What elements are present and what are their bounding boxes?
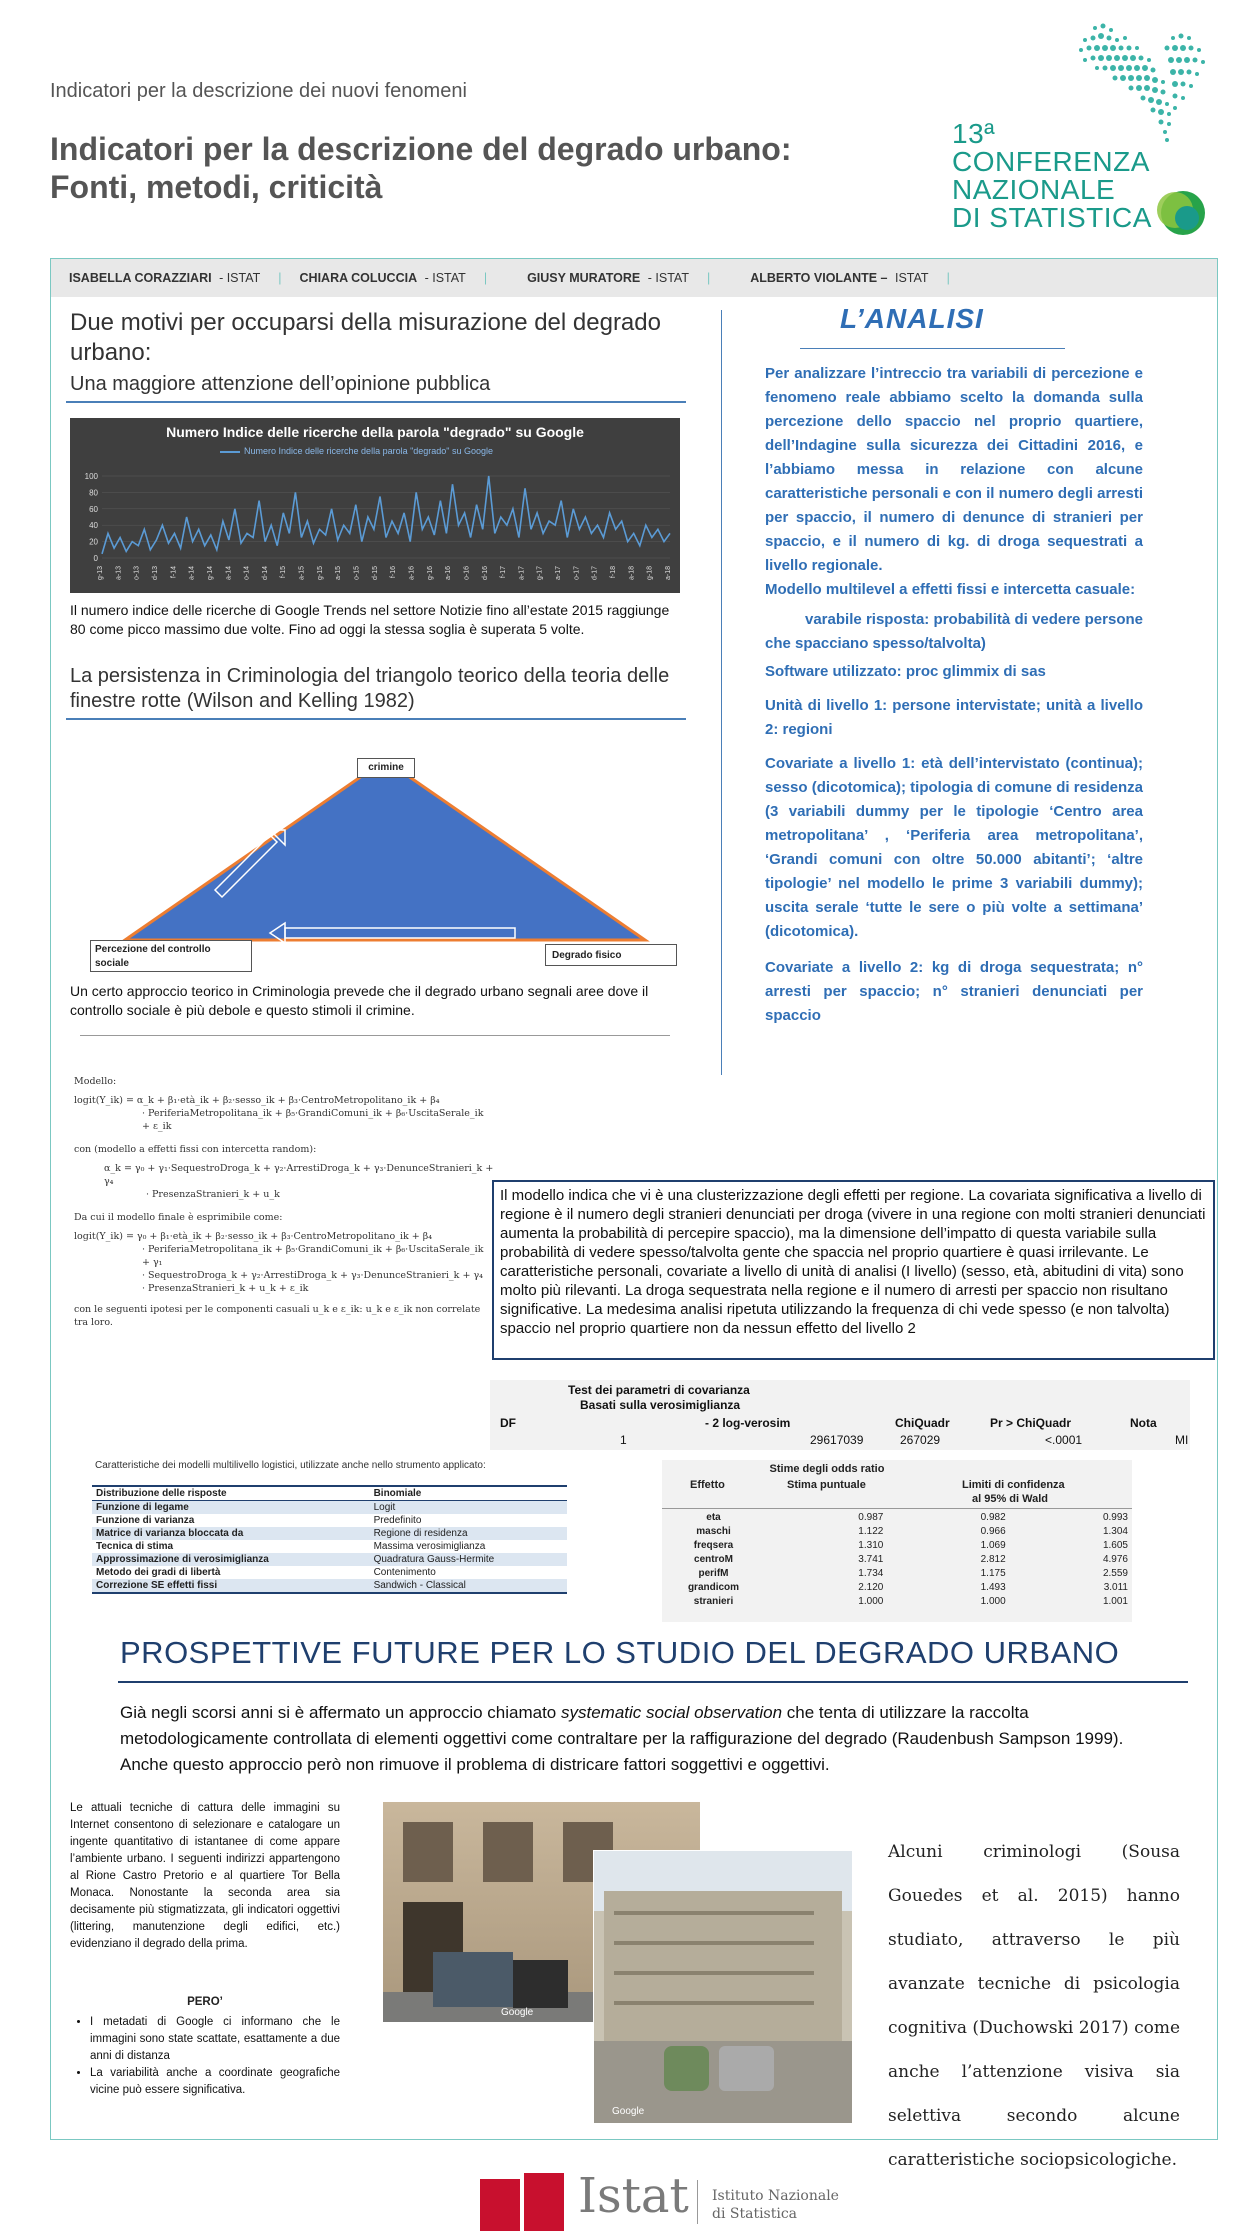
table-row: grandicom 2.120 1.493 3.011 [687,1581,1128,1593]
table-row: Metodo dei gradi di libertà Contenimento [96,1567,436,1578]
table-row: Funzione di varianza Predefinito [96,1515,422,1526]
chart-legend: Numero Indice delle ricerche della parola "degrado" su Google [220,446,493,456]
x-tick-label: g-15 [316,566,324,581]
analisi-title: L’ANALISI [840,303,984,334]
istat-name: Istituto Nazionale di Statistica [712,2188,839,2222]
future-left-text: Le attuali tecniche di cattura delle immagini su Internet consentono di selezionare e catalogare un ingente quantitativo di istantanee di come appare l’ambiente urbano. I seguenti indirizzi appartengono al Rione Castro Pretorio e al quartiere Tor Bella Monaca. Nonostante la seconda area sia decisamente più stigmatizzata, gli indicatori oggettivi (littering, manutenzione degli edifici, etc.) evidenziano il degrado della prima. [70,1802,340,1950]
x-tick-label: a-15 [298,566,306,581]
x-tick-label: a-17 [555,566,563,581]
x-tick-label: f-15 [280,566,288,579]
table-row: Tecnica di stima Massima verosimiglianza [96,1541,486,1552]
x-tick-label: d-17 [591,566,599,581]
future-intro: Già negli scorsi anni si è affermato un approccio chiamato systematic social observation che tenta di utilizzare la raccolta metodologicamente controllata di elementi oggettivi come contraltare per la raffigurazione del degrado (Raudenbush Sampson 1999). Anche questo approccio però non rimuove il problema di districare fattori soggettivi e oggettivi. [120,1703,1124,1774]
istat-brand: Istat [578,2168,689,2224]
analisi-body: Per analizzare l’intreccio tra variabili di percezione e fenomeno reale abbiamo scelto la domanda sulla percezione dello spaccio nel proprio quartiere, dell’Indagine sulla sicurezza dei Cittadini 2016, e l’abbiamo messa in relazione con alcune caratteristiche personali e con il numero degli arresti per spaccio, il numero di denunce di stranieri per spaccio, e il numero di kg. di droga sequestrati a livello regionale. Modello multilevel a effetti fissi e intercetta casuale: varabile risposta: probabilità di vedere persone che spacciano spesso/talvolta) Software utilizzato: proc glimmix di sas Unità di livello 1: persone intervistate; unità a livello 2: regioni Covariate a livello 1: età dell’intervistato (continua); sesso (dicotomica); tipologia di comune di residenza (3 variabili dummy per le tipologie ‘Centro area metropolitana’ , ‘Periferia area metropolitana’, ‘Grandi comuni con oltre 50.000 abitanti’; ‘altre tipologie’ nel modello le prime 3 variabili dummy); uscita serale ‘tutte le sere o più volte a settimana’ (dicotomica). Covariate a livello 2: kg di droga sequestrata; n° arresti per spaccio; n° stranieri denunciati per spaccio [765,365,1143,1024]
divider [80,1035,670,1036]
chart-title: Numero Indice delle ricerche della parola "degrado" su Google [166,424,584,440]
odds-rows [662,1510,1132,1608]
table-row: maschi 1.122 0.966 1.304 [696,1525,1128,1537]
section-subheading-opinione: Una maggiore attenzione dell’opinione pubblica [70,373,491,395]
x-tick-label: a-18 [628,566,636,581]
x-tick-label: a-14 [225,566,233,581]
divider [697,2180,698,2224]
chart-caption: Il numero indice delle ricerche di Google Trends nel settore Notizie fino all’estate 2015 raggiunge 80 come picco massimo due volte. Fino ad oggi la stessa soglia è superata 5 volte. [70,602,670,637]
google-trends-chart [70,418,680,593]
x-tick-label: d-15 [371,566,379,581]
column-divider [721,310,722,1075]
x-tick-label: a-18 [665,566,672,581]
street-photo-castro-pretorio: Google [383,1802,700,2022]
x-tick-label: a-17 [518,566,526,581]
model-equations: Modello: logit(Y_ik) = α_k + β₁·età_ik + β₂·sesso_ik + β₃·CentroMetropolitano_ik + β₄ · PeriferiaMetropolitana_ik + β₅·GrandiComuni_ik + β₆·UscitaSerale_ik + ε_ik con (modello a effetti fissi con intercetta random): α_k = γ₀ + γ₁·SequestroDroga_k + γ₂·ArrestiDroga_k + γ₃·DenunceStranieri_k + γ₄ · PresenzaStranieri_k + u_k Da cui il modello finale è esprimibile come: logit(Y_ik) = γ₀ + β₁·età_ik + β₂·sesso_ik + β₃·CentroMetropolitano_ik + β₄ · PeriferiaMetropolitana_ik + β₅·GrandiComuni_ik + β₆·UscitaSerale_ik + γ₁ · SequestroDroga_k + γ₂·ArrestiDroga_k + γ₃·DenunceStranieri_k + γ₄ · PresenzaStranieri_k + u_k + ε_ik con le seguenti ipotesi per le componenti casuali u_k e ε_ik: u_k e ε_ik non correlate tra loro. [74,1076,494,1328]
triangle-label-crimine: crimine [357,758,415,778]
y-tick-label: 0 [93,554,98,563]
odds-ratio-table: Stime degli odds ratio Effetto Stima puntuale Limiti di confidenza al 95% di Wald eta 0.987 0.982 0.993 maschi 1.122 0.966 1.304 freqsera 1.310 1.069 1.605 centroM 3.741 2.812 4.976 perifM 1.734 1.175 2.559 grandicom 2.120 1.493 3.011 stranieri 1.000 1.000 1.001 [662,1460,1132,1622]
triangle-label-degrado: Degrado fisico [545,944,677,966]
page-title: Indicatori per la descrizione del degrado urbano: Fonti, metodi, criticità [50,131,792,205]
x-tick-label: o-14 [243,566,251,581]
section-heading-criminologia: La persistenza in Criminologia del triangolo teorico della teoria delle finestre rotte (Wilson and Kelling 1982) [70,665,670,712]
page-subtitle: Indicatori per la descrizione dei nuovi fenomeni [50,80,467,102]
x-tick-label: a-16 [408,566,416,581]
author: ISABELLA CORAZZIARI - ISTAT [69,271,261,285]
model-characteristics-table [92,1485,567,1594]
x-tick-label: o-16 [463,566,471,581]
triangle-shape [125,760,645,940]
y-tick-label: 20 [89,537,98,547]
divider [800,348,1065,349]
triangle-caption: Un certo approccio teorico in Criminologia prevede che il degrado urbano segnali aree dove il controllo sociale è più debole e questo stimoli il crimine. [70,983,649,1018]
table-row: stranieri 1.000 1.000 1.001 [693,1595,1128,1607]
divider [118,1681,1188,1683]
x-tick-label: f-18 [610,566,618,579]
covariance-test-table: Test dei parametri di covarianza Basati sulla verosimiglianza DF - 2 log-verosim ChiQuadr Pr > ChiQuadr Nota 1 29617039 267029 <.0001 MI [490,1380,1190,1450]
y-tick-label: 80 [89,488,98,498]
result-box: Il modello indica che vi è una clusterizzazione degli effetti per regione. La covariata significativa a livello di regione è il numero degli stranieri denunciati per droga (vivere in una regione con molti stranieri denunciati aumenta la probabilità di percepire spaccio), ma la dimensione dell’impatto di questa variabile sulla probabilità di vedere spesso/talvolta gente che spaccia nel proprio quartiere è quasi irrilevante. Le caratteristiche personali, covariate a livello di unità di analisi (I livello) (sesso, età, abitudini di vita) sono molto più rilevanti. La droga sequestrata nella regione e il numero di arresti per spaccio non risultano significative. La medesima analisi ripetuta utilizzando la frequenza di chi vede spesso (e non talvolta) spaccio nel proprio quartiere non da nessun effetto del livello 2 [492,1180,1215,1360]
y-tick-label: 40 [89,521,98,531]
x-tick-label: d-14 [261,566,269,581]
x-tick-label: a-13 [115,566,123,581]
x-tick-label: a-15 [335,566,343,581]
x-tick-label: g-16 [426,566,434,581]
x-tick-label: f-17 [500,566,508,579]
x-tick-label: g-13 [97,566,104,581]
x-tick-label: a-16 [445,566,453,581]
x-tick-label: g-18 [646,566,654,581]
table-row: freqsera 1.310 1.069 1.605 [693,1539,1128,1551]
future-heading: PROSPETTIVE FUTURE PER LO STUDIO DEL DEGRADO URBANO [120,1635,1120,1670]
x-tick-label: d-13 [151,566,159,581]
x-tick-label: o-13 [133,566,141,581]
table-row: Funzione di legame Logit [92,1501,567,1515]
divider [66,718,686,720]
table-row: perifM 1.734 1.175 2.559 [698,1567,1128,1579]
street-photo-tor-bella-monaca: Google [593,1850,853,2124]
conference-logo-text: 13ª CONFERENZA NAZIONALE DI STATISTICA [952,118,1152,233]
x-tick-label: g-17 [536,566,544,581]
table-row: Approssimazione di verosimiglianza Quadratura Gauss-Hermite [92,1553,567,1566]
section-heading-motivi: Due motivi per occuparsi della misurazione del degrado urbano: [70,309,661,366]
table-row: Matrice di varianza bloccata da Regione di residenza [92,1527,567,1540]
x-tick-label: f-14 [170,566,178,579]
authors-bar: ISABELLA CORAZZIARI - ISTAT | CHIARA COLUCCIA - ISTAT | GIUSY MURATORE - ISTAT | ALBERTO VIOLANTE – ISTAT | [51,259,1217,297]
series-line [102,476,670,554]
istat-logo-icon [480,2173,566,2231]
list-item: • La variabilità anche a coordinate geografiche vicine può essere significativa. [90,2065,340,2099]
table-row: Correzione SE effetti fissi Sandwich - Classical [92,1579,567,1593]
divider [66,401,686,403]
triangle-label-controllo: Percezione del controllo sociale [90,940,252,972]
pero-label: PERO’ [187,1996,223,2008]
list-item: • I metadati di Google ci informano che le immagini sono state scattate, esattamente a due anni di distanza [90,2014,340,2065]
future-right-text: Alcuni criminologi (Sousa Gouedes et al. 2015) hanno studiato, attraverso le più avanzate tecniche di psicologia cognitiva (Duchowski 2017) come anche l’attenzione visiva sia selettiva secondo alcune caratteristiche sociopsicologiche. [888,1842,1181,2170]
table-row: centroM 3.741 2.812 4.976 [694,1553,1128,1565]
model-table-caption: Caratteristiche dei modelli multilivello logistici, utilizzate anche nello strumento applicato: [95,1460,486,1471]
x-tick-label: o-17 [573,566,581,581]
table-row: eta 0.987 0.982 0.993 [706,1511,1128,1523]
y-tick-label: 100 [84,472,98,481]
x-tick-label: d-16 [481,566,489,581]
chart-plot [70,418,680,593]
author: ALBERTO VIOLANTE – ISTAT [750,271,929,285]
author: GIUSY MURATORE - ISTAT [527,271,689,285]
y-tick-label: 60 [89,504,98,514]
x-tick-label: f-16 [390,566,398,579]
table-header: Distribuzione delle risposte Binomiale [92,1486,567,1501]
x-tick-label: a-14 [188,566,196,581]
author: CHIARA COLUCCIA - ISTAT [299,271,466,285]
x-tick-label: o-15 [353,566,361,581]
divider [662,1508,1132,1509]
pero-list [70,2014,340,2099]
x-tick-label: g-14 [206,566,214,581]
